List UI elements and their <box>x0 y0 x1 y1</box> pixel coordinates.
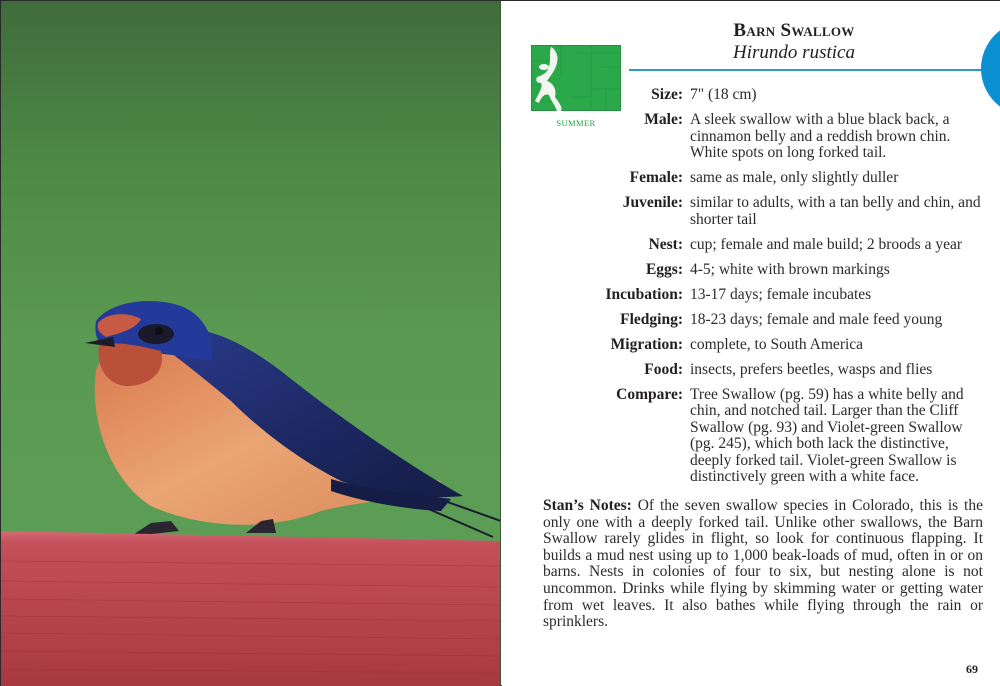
fact-label: Eggs: <box>645 260 683 278</box>
fact-value: A sleek swallow with a blue black back, a cinnamon belly and a reddish brown chin. White spots on long forked tail. <box>690 111 951 161</box>
fact-female <box>597 170 989 187</box>
fact-size <box>597 87 989 104</box>
fact-value: complete, to South America <box>690 335 864 353</box>
fact-value: similar to adults, with a tan belly and chin, and shorter tail <box>690 194 981 228</box>
fact-male <box>597 112 989 162</box>
barn-swallow-illustration <box>1 1 501 686</box>
fact-label: Juvenile: <box>622 194 683 211</box>
fact-value: 4-5; white with brown markings <box>690 260 890 278</box>
fact-value: 13-17 days; female incubates <box>690 285 872 303</box>
fact-label: Incubation: <box>605 285 683 303</box>
fact-label: Food: <box>644 360 683 378</box>
stans-notes <box>543 498 983 631</box>
fact-migration <box>597 337 989 354</box>
fact-label: Compare: <box>616 385 683 403</box>
season-label: SUMMER <box>556 118 596 128</box>
page-number: 69 <box>966 662 978 676</box>
fact-label: Size: <box>651 86 683 103</box>
species-page <box>502 1 1000 686</box>
fact-food <box>597 362 989 379</box>
fact-eggs <box>597 262 989 279</box>
fact-value: cup; female and male build; 2 broods a year <box>690 235 963 253</box>
fact-value: Tree Swallow (pg. 59) has a white belly and chin, and notched tail. Larger than the Cliff Swallow (pg. 93) and Violet-green Swallow (pg. 245), which both lack the distinctive, deeply forked tail. Violet-green Swallow is distinctively green with a white face. <box>690 385 964 485</box>
notes-text: Of the seven swallow species in Colorado, this is the only one with a deeply forked tail. Unlike other swallows, the Barn Swallow rarely glides in flight, so look for continuous flapping. It builds a mud nest using up to 1,000 beak-loads of mud, often in or on barns. Nests in colonies of four to six, but nesting alone is not uncommon. Drinks while flying by skimming water or getting water from wet leaves. It also bathes while flying through the rain or sprinklers. <box>543 497 983 631</box>
fact-label: Migration: <box>610 335 683 353</box>
fact-nest <box>597 237 989 254</box>
fact-label: Female: <box>629 169 683 186</box>
fact-value: same as male, only slightly duller <box>690 169 899 186</box>
bird-photo <box>1 1 501 686</box>
fact-compare <box>597 387 989 486</box>
fact-incubation <box>597 287 989 304</box>
scientific-name: Hirundo rustica <box>733 42 855 63</box>
common-name: Barn Swallow <box>733 20 855 41</box>
fact-value: 7" (18 cm) <box>690 86 757 103</box>
fact-list <box>597 87 989 494</box>
header-rule <box>629 69 981 71</box>
fact-juvenile <box>597 195 989 228</box>
fact-value: insects, prefers beetles, wasps and flies <box>690 360 933 378</box>
fact-fledging <box>597 312 989 329</box>
notes-label: Stan’s Notes: <box>543 497 632 514</box>
fact-label: Fledging: <box>620 310 683 328</box>
fact-value: 18-23 days; female and male feed young <box>690 310 943 328</box>
species-title <box>629 19 959 63</box>
fact-label: Nest: <box>648 235 683 253</box>
fact-label: Male: <box>644 111 683 128</box>
